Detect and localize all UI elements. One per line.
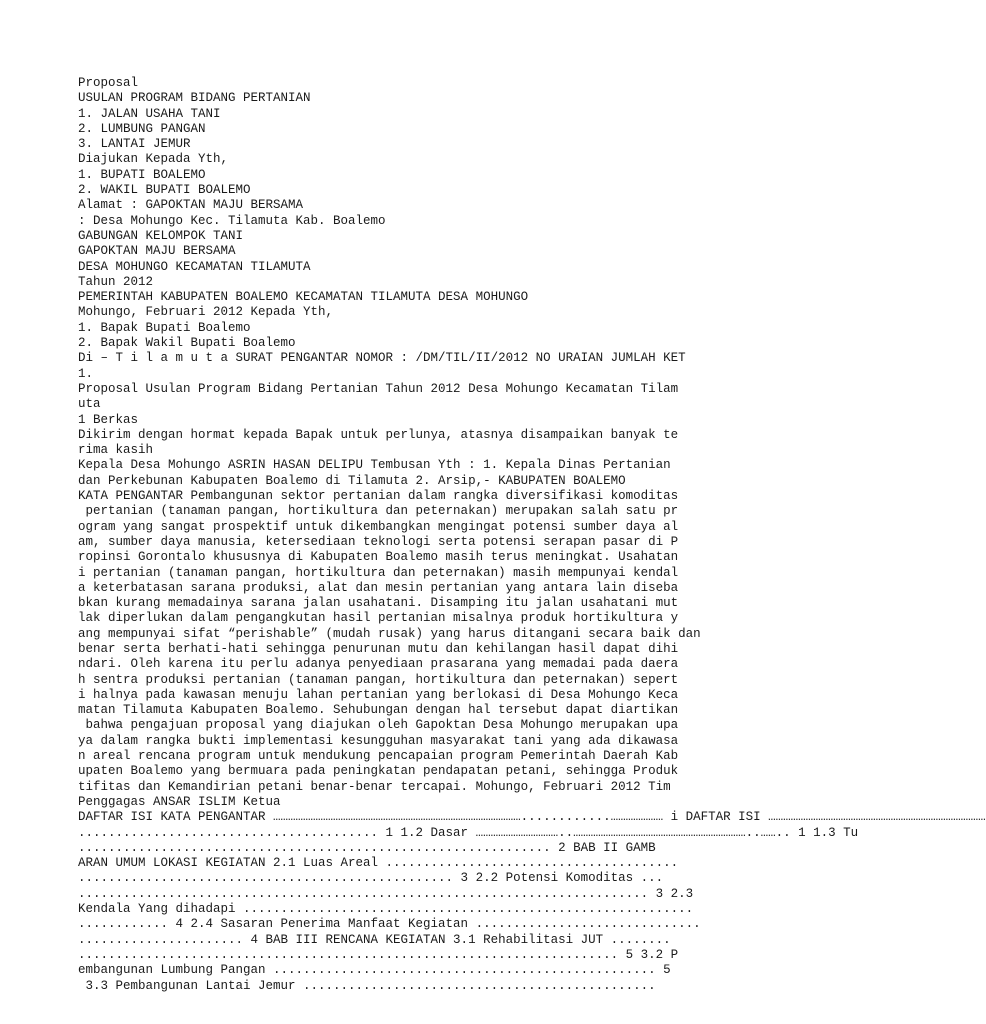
text-line: 3. LANTAI JEMUR xyxy=(78,137,191,152)
text-line: 1 Berkas xyxy=(78,412,139,427)
text-line: 1. xyxy=(78,366,94,381)
text-line: Mohungo, Februari 2012 Kepada Yth, xyxy=(78,305,334,320)
text-line: GABUNGAN KELOMPOK TANI xyxy=(78,228,244,243)
text-line: Kendala Yang dihadapi ............................................................ xyxy=(78,902,694,917)
text-line: bahwa pengajuan proposal yang diajukan oleh Gapoktan Desa Mohungo merupakan upa xyxy=(78,718,679,733)
text-line: ropinsi Gorontalo khususnya di Kabupaten Boalemo masih terus meningkat. Usahatan xyxy=(78,550,679,565)
text-line: DAFTAR ISI KATA PENGANTAR ………………………………………………………………………………………............………………… i DAFTAR ISI …………………………………………………………………………… xyxy=(78,810,986,825)
text-line: lak diperlukan dalam pengangkutan hasil pertanian misalnya produk hortikultura y xyxy=(78,611,679,626)
text-line: dan Perkebunan Kabupaten Boalemo di Tilamuta 2. Arsip,- KABUPATEN BOALEMO xyxy=(78,473,626,488)
text-line: ndari. Oleh karena itu perlu adanya penyediaan prasarana yang memadai pada daera xyxy=(78,657,679,672)
text-line: PEMERINTAH KABUPATEN BOALEMO KECAMATAN TILAMUTA DESA MOHUNGO xyxy=(78,290,529,305)
text-line: embangunan Lumbung Pangan ................................................... 5 xyxy=(78,963,671,978)
text-line: matan Tilamuta Kabupaten Boalemo. Sehubungan dengan hal tersebut dapat diartikan xyxy=(78,703,679,718)
text-line: ya dalam rangka bukti implementasi kesungguhan masyarakat tani yang ada dikawasa xyxy=(78,733,679,748)
text-line: ............................................................................ 3 2.3 xyxy=(78,886,694,901)
text-line: ang mempunyai sifat “perishable” (mudah rusak) yang harus ditangani secara baik dan xyxy=(78,626,701,641)
text-line: GAPOKTAN MAJU BERSAMA xyxy=(78,244,236,259)
text-line: ............................................................... 2 BAB II GAMB xyxy=(78,840,656,855)
text-line: pertanian (tanaman pangan, hortikultura dan peternakan) merupakan salah satu pr xyxy=(78,504,679,519)
text-line: ........................................................................ 5 3.2 P xyxy=(78,947,679,962)
text-line: am, sumber daya manusia, ketersediaan teknologi serta potensi serapan pasar di P xyxy=(78,534,679,549)
text-line: h sentra produksi pertanian (tanaman pangan, hortikultura dan peternakan) sepert xyxy=(78,672,679,687)
text-line: .................................................. 3 2.2 Potensi Komoditas ... xyxy=(78,871,664,886)
text-line: tifitas dan Kemandirian petani benar-benar tercapai. Mohungo, Februari 2012 Tim xyxy=(78,779,671,794)
text-line: 1. JALAN USAHA TANI xyxy=(78,106,221,121)
text-line: bkan kurang memadainya sarana jalan usahatani. Disamping itu jalan usahatani mut xyxy=(78,596,679,611)
text-line: Diajukan Kepada Yth, xyxy=(78,152,229,167)
text-line: ........................................ 1 1.2 Dasar ……………………………..……………………………………………………………..…….. 1 1.3 Tu xyxy=(78,825,859,840)
text-line: Proposal xyxy=(78,76,139,90)
text-line: 2. LUMBUNG PANGAN xyxy=(78,121,206,136)
text-line: Penggagas ANSAR ISLIM Ketua xyxy=(78,794,281,809)
text-line: DESA MOHUNGO KECAMATAN TILAMUTA xyxy=(78,259,311,274)
text-line: Dikirim dengan hormat kepada Bapak untuk perlunya, atasnya disampaikan banyak te xyxy=(78,427,679,442)
text-line: Alamat : GAPOKTAN MAJU BERSAMA xyxy=(78,198,304,213)
text-line: a keterbatasan sarana produksi, alat dan mesin pertanian yang antara lain diseba xyxy=(78,580,679,595)
text-line: 1. Bapak Bupati Boalemo xyxy=(78,320,251,335)
text-line: rima kasih xyxy=(78,443,154,458)
text-line: i pertanian (tanaman pangan, hortikultura dan peternakan) masih mempunyai kendal xyxy=(78,565,679,580)
text-line: 2. WAKIL BUPATI BOALEMO xyxy=(78,183,251,198)
text-line: Proposal Usulan Program Bidang Pertanian Tahun 2012 Desa Mohungo Kecamatan Tilam xyxy=(78,381,679,396)
text-line: benar serta berhati-hati sehingga penurunan mutu dan kehilangan hasil dapat dihi xyxy=(78,641,679,656)
document-body xyxy=(78,76,986,994)
text-line: ...................... 4 BAB III RENCANA KEGIATAN 3.1 Rehabilitasi JUT ........ xyxy=(78,932,671,947)
text-line: KATA PENGANTAR Pembangunan sektor pertanian dalam rangka diversifikasi komoditas xyxy=(78,489,679,504)
text-line: ogram yang sangat prospektif untuk dikembangkan mengingat potensi sumber daya al xyxy=(78,519,679,534)
text-line: USULAN PROGRAM BIDANG PERTANIAN xyxy=(78,91,311,106)
text-line: Di – T i l a m u t a SURAT PENGANTAR NOMOR : /DM/TIL/II/2012 NO URAIAN JUMLAH KET xyxy=(78,351,686,366)
text-line: ............ 4 2.4 Sasaran Penerima Manfaat Kegiatan .............................. xyxy=(78,917,701,932)
text-line: 2. Bapak Wakil Bupati Boalemo xyxy=(78,336,296,351)
text-line: upaten Boalemo yang bermuara pada peningkatan pendapatan petani, sehingga Produk xyxy=(78,764,679,779)
text-line: 3.3 Pembangunan Lantai Jemur ............................................... xyxy=(78,978,656,993)
text-line: uta xyxy=(78,397,101,412)
text-line: n areal rencana program untuk mendukung pencapaian program Pemerintah Daerah Kab xyxy=(78,749,679,764)
text-line: ARAN UMUM LOKASI KEGIATAN 2.1 Luas Areal ....................................... xyxy=(78,856,679,871)
text-line: 1. BUPATI BOALEMO xyxy=(78,167,206,182)
text-line: : Desa Mohungo Kec. Tilamuta Kab. Boalemo xyxy=(78,213,386,228)
text-line: i halnya pada kawasan menuju lahan pertanian yang berlokasi di Desa Mohungo Keca xyxy=(78,687,679,702)
text-line: Kepala Desa Mohungo ASRIN HASAN DELIPU Tembusan Yth : 1. Kepala Dinas Pertanian xyxy=(78,458,671,473)
text-line: Tahun 2012 xyxy=(78,274,154,289)
